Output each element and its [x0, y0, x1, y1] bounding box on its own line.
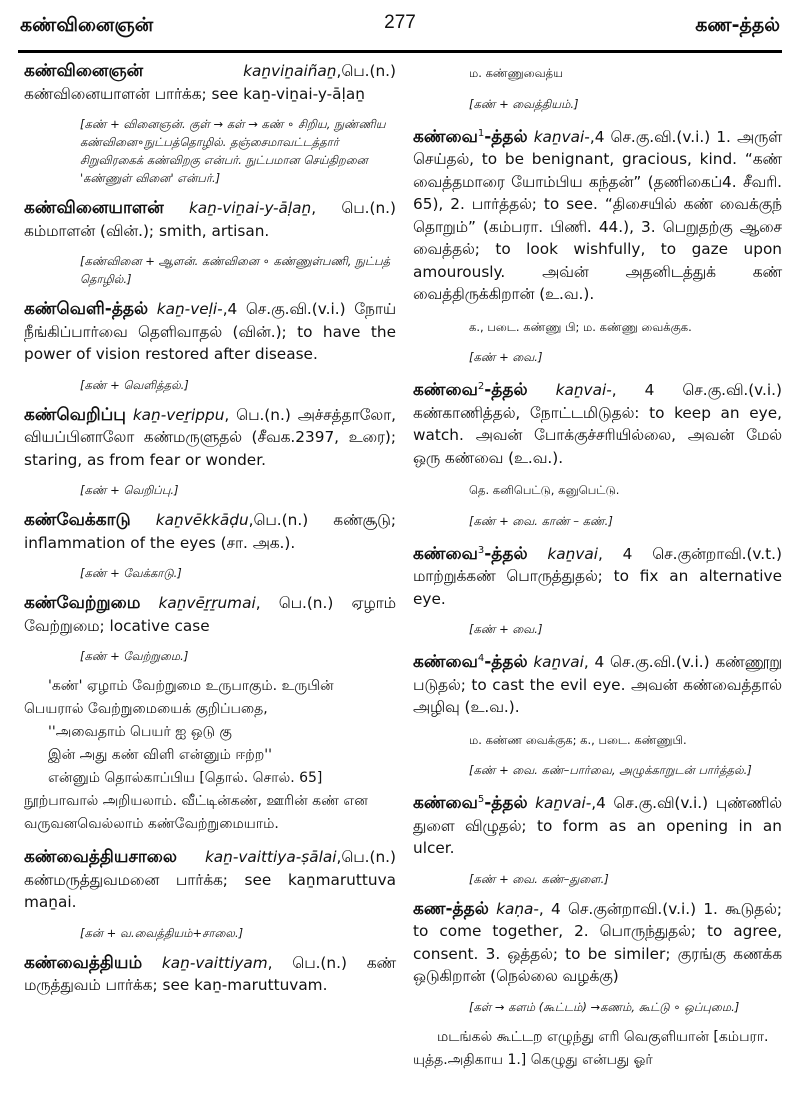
part-of-speech: ,பெ.(n.) [248, 511, 309, 529]
etymology-note: [கண் + வெளித்தல்.] [80, 377, 189, 392]
transliteration: kaṉ-vaittiyam [161, 953, 268, 972]
part-of-speech: , 4 செ.குன்றாவி.(v.i.) [538, 899, 697, 918]
headword-suffix: -த்தல் [484, 543, 528, 564]
headword-suffix: -த்தல் [484, 380, 528, 401]
dictionary-entry [24, 404, 396, 472]
note-text: 'கண்' ஏழாம் வேற்றுமை உருபாகும். உருபின் பெயரால் வேற்றுமையைக் குறிப்பதை, [24, 678, 334, 717]
dictionary-entry [24, 298, 396, 366]
homonym-number: 2 [477, 381, 485, 393]
transliteration: kaṉ-veṟippu [132, 405, 225, 424]
headword: கண்வினைஞன் [24, 61, 144, 81]
definition: கண்மருத்துவமனை பார்க்க; see kaṉmaruttuva maṉai. [24, 870, 396, 911]
transliteration: kaṉvai [547, 544, 598, 563]
headword: கண்வை [413, 126, 478, 147]
headword: கண்வை [413, 380, 478, 401]
transliteration: kaṉvai- [535, 794, 592, 813]
note-text: என்னும் தொல்காப்பிய [தொல். சொல். 65] நூற்பாவால் அறியலாம். வீட்டின்கண், ஊரின் கண் என வருவனவெல்லாம் கண்வேற்றுமையாம். [24, 770, 368, 832]
part-of-speech: , பெ.(n.) [255, 594, 334, 612]
part-of-speech: , 4 செ.குன்றாவி.(v.t.) [598, 544, 782, 563]
etymology-note: [கள் → களம் (கூட்டம்) →கணம், கூட்டு ∘ ஒப்புமை.] [469, 999, 740, 1014]
transliteration: kaṉviṉaiñaṉ [243, 62, 337, 80]
verse-line: இன் அது கண் விளி என்னும் ஈற்ற'' [48, 747, 272, 763]
transliteration: kaṉ-viṉai-y-āḷaṉ [188, 199, 312, 217]
dictionary-entry [24, 952, 396, 997]
headword: கண்வை [413, 543, 478, 564]
headword-suffix: -த்தல் [484, 652, 528, 673]
dictionary-entry [24, 60, 396, 105]
homonym-number: 1 [477, 127, 485, 139]
etymology-note: [கண் + வேக்காடு.] [80, 566, 182, 580]
dictionary-entry [413, 540, 782, 611]
transliteration: kaṉ-veḷi- [156, 300, 223, 318]
dictionary-entry [413, 789, 782, 860]
definition: கண்ணூறு படுதல்; to cast the evil eye. அவன் கண்வைத்தால் அழிவு (உ.வ.). [413, 653, 782, 717]
part-of-speech: ,பெ.(n.) [336, 848, 396, 866]
definition: நோய் நீங்கிப்பார்வை தெளிவாதல் (வின்.); to have the power of vision restored after disease. [24, 300, 396, 363]
cognates-note: ம. கண்ண வைக்குக; க., படை. கண்ணுபி. [469, 732, 687, 747]
transliteration: kaṉvai- [555, 381, 612, 400]
part-of-speech: , 4 செ.கு.வி.(v.i.) [611, 381, 782, 400]
part-of-speech: ,4 செ.கு.வி.(v.i.) [589, 127, 711, 146]
definition: 1. அருள் செய்தல், to be benignant, gracious, kind. “கண் வைத்தமாரை யோம்பிய கந்தன்” (தணிகைப்4. சீவரி. 65), 2. பார்த்தல்; to see. “திசையில் கண் வைக்குந் தொறும்” (கம்பரா. பிணி. 44.), 3. பெறுதற்கு ஆசை வைத்தல்; to look wishfully, to gaze upon amourously. அவ்ன் அதனிடத்துக் கண் வைத்திருக்கிறான் (உ.வ.). [413, 127, 782, 304]
cognates-note: ம. கண்ணுவைத்ய [469, 66, 563, 80]
dictionary-entry [24, 846, 396, 914]
headword: கண்வெளி-த்தல் [24, 299, 149, 319]
dictionary-entry [24, 592, 396, 637]
cognates-note: க., படை. கண்ணு பி; ம. கண்ணு வைக்குக. [469, 319, 692, 334]
dictionary-entry [413, 898, 782, 988]
headword-suffix: -த்தல் [484, 126, 528, 147]
etymology-note: [கண் + வை. காண் – கண்.] [469, 513, 613, 528]
part-of-speech: ,பெ.(n.) [336, 62, 396, 80]
definition: 1. கூடுதல்; to come together, 2. பொருந்துதல்; to agree, consent. 3. ஒத்தல்; to be similer; குரங்கு கணக்க ஒடுகிறான் (நெல்லை வழக்கு) [413, 899, 782, 986]
homonym-number: 3 [477, 544, 485, 556]
etymology-note: [கண் + வை. கண்–பார்வை, அழுக்காறுடன் பார்த்தல்.] [469, 763, 752, 778]
headword: கண-த்தல் [413, 898, 489, 919]
page-number: 277 [384, 12, 416, 33]
transliteration: kaṉvēkkāḍu [155, 511, 249, 529]
definition: கண்காணித்தல், நோட்டமிடுதல்: to keep an eye, watch. அவன் போக்குச்சரியில்லை, அவன் மேல் ஒரு கண்வை (உ.வ.). [413, 403, 782, 467]
etymology-note: [கண் + வெறிப்பு.] [80, 483, 179, 497]
transliteration: kaṉ-vaittiya-ṣālai [204, 848, 337, 866]
transliteration: kaṇa- [496, 899, 539, 918]
etymology-note: [கண்வினை + ஆளன். கண்வினை ∘ கண்ணுள்பணி, நுட்பத் தொழில்.] [80, 254, 391, 286]
etymology-note: [கண் + வை.] [469, 350, 543, 365]
part-of-speech: , பெ.(n.) [311, 199, 396, 217]
homonym-number: 4 [477, 653, 485, 665]
dictionary-entry [413, 648, 782, 719]
headword: கண்வைத்தியசாலை [24, 847, 177, 867]
right-column [413, 60, 782, 1082]
dictionary-entry [413, 376, 782, 469]
homonym-number: 5 [477, 794, 485, 806]
definition: புண்ணில் துளை விழுதல்; to form as an opening in an ulcer. [413, 794, 782, 858]
note-text: மடங்கல் கூட்டற எழுந்து எரி வெகுளியான் [கம்பரா. யுத்த.அதிகாய 1.] கெழுது என்பது ஓர் [413, 1028, 769, 1068]
verse-line: ''அவைதாம் பெயர் ஐ ஒடு கு [48, 724, 232, 740]
definition: மாற்றுக்கண் பொருத்துதல்; to fix an alternative eye. [413, 567, 782, 608]
header-left-guideword: கண்வினைஞன் [20, 14, 154, 36]
definition: அச்சத்தாலோ, வியப்பினாலோ கண்மருளுதல் (சீவக.2397, உரை); staring, as from fear or wonder. [24, 405, 396, 469]
part-of-speech: , பெ.(n.) [267, 953, 347, 972]
part-of-speech: , 4 செ.கு.வி.(v.i.) [583, 653, 710, 672]
cognates-note: தெ. கனிபெட்டு, கனுபெட்டு. [469, 483, 620, 498]
dictionary-entry [24, 509, 396, 554]
usage-note [413, 1026, 782, 1072]
etymology-note: [கன் + வ.வைத்தியம்+சாலை.] [80, 925, 244, 940]
etymology-note: [கண் + வை.] [469, 622, 543, 637]
left-column [24, 60, 396, 1007]
header-right-guideword: கண-த்தல் [695, 14, 780, 36]
part-of-speech: ,4 செ.கு.வி(v.i.) [591, 794, 709, 813]
dictionary-entry [413, 123, 782, 306]
headword: கண்வெறிப்பு [24, 404, 126, 425]
definition: கண்வினையாளன் பார்க்க; see kaṉ-viṉai-y-āḷaṉ [24, 84, 365, 103]
etymology-note: [கண் + வேற்றுமை.] [80, 649, 189, 663]
page-header [20, 10, 780, 50]
headword-suffix: -த்தல் [484, 793, 528, 814]
headword: கண்வேக்காடு [24, 510, 131, 530]
header-rule [18, 50, 782, 53]
definition: ஏழாம் வேற்றுமை; locative case [24, 594, 396, 635]
usage-note [24, 675, 396, 836]
etymology-note: [கண் + வைத்தியம்.] [469, 96, 579, 111]
dictionary-entry [24, 197, 396, 242]
headword: கண்வைத்தியம் [24, 952, 143, 973]
part-of-speech: ,4 செ.கு.வி.(v.i.) [222, 300, 346, 318]
transliteration: kaṉvai- [533, 127, 590, 146]
definition: கம்மாளன் (வின்.); smith, artisan. [24, 221, 270, 240]
headword: கண்வை [413, 652, 478, 673]
etymology-note: [கண் + வினைஞன். குள் → கள் → கண் ∘ சிறிய, நுண்ணிய கண்வினை∘நுட்பத்தொழில். தஞ்சைமாவட்டத்தார் சிறுவிரகைக் கண்விறகு என்பர். நுட்பமான செய்திறனை 'கண்ணுள் வினை' என்பர்.] [80, 117, 386, 185]
headword: கண்வை [413, 793, 478, 814]
definition: கண் மருத்துவம் பார்க்க; see kaṉ-maruttuvam. [24, 953, 396, 994]
transliteration: kaṉvēṟṟumai [158, 594, 256, 612]
transliteration: kaṉvai [533, 653, 584, 672]
etymology-note: [கண் + வை. கண்–துளை.] [469, 871, 609, 886]
definition: கண்சூடு; inflammation of the eyes (சா. அக.). [24, 511, 396, 552]
headword: கண்வேற்றுமை [24, 593, 141, 613]
headword: கண்வினையாளன் [24, 198, 164, 218]
part-of-speech: , பெ.(n.) [224, 405, 291, 424]
